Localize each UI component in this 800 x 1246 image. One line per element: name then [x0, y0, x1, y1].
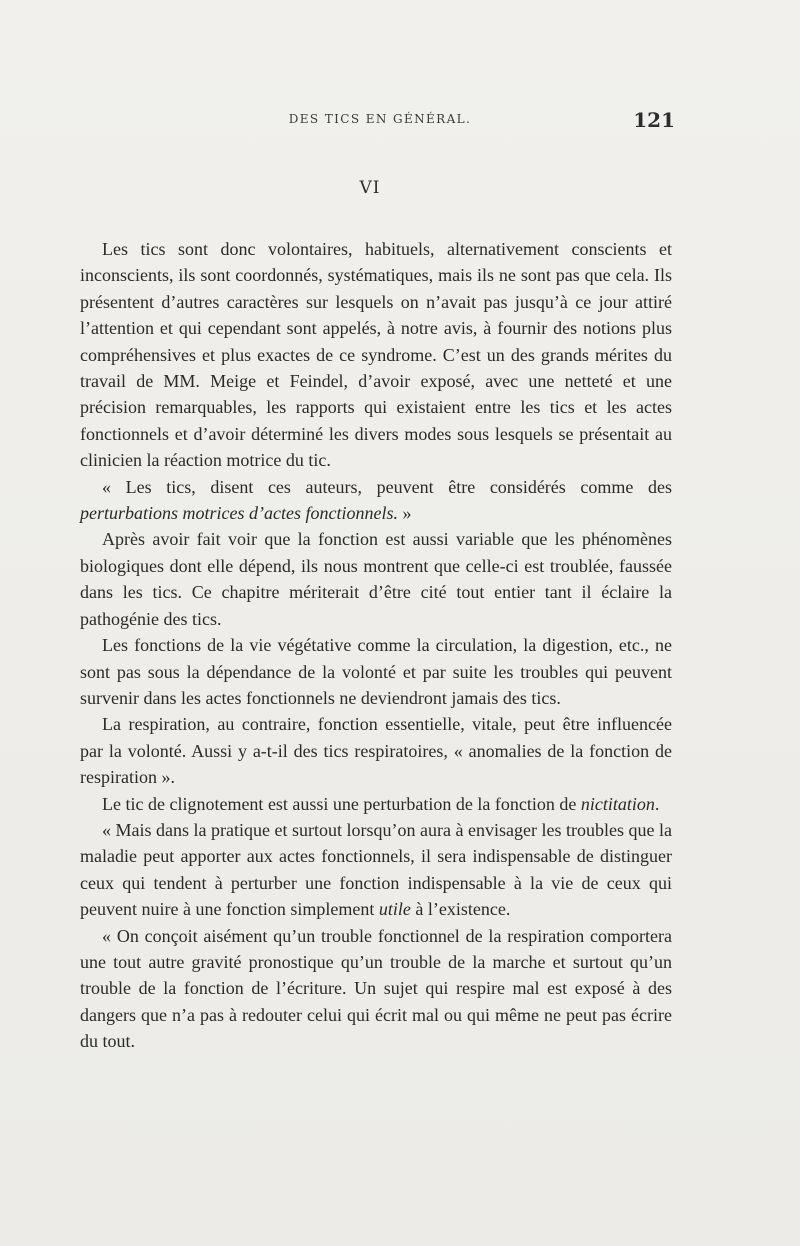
paragraph-6-lead: Le tic de clignotement est aussi une perturbation de la fonction de — [102, 793, 581, 814]
paragraph-1: Les tics sont donc volontaires, habituels, alternativement conscients et inconscients, ils sont coordonnés, systématiques, mais ils ne sont pas que cela. Ils présentent d’autres caractères sur lesquels on n’avait pas jusqu’à ce jour attiré l’attention et qui cependant sont appelés, à notre avis, à fournir des notions plus compréhensives et plus exactes de ce syndrome. C’est un des grands mérites du travail de MM. Meige et Feindel, d’avoir exposé, avec une netteté et une précision remarquables, les rapports qui existaient entre les tics et les actes fonctionnels et d’avoir déterminé les divers modes sous lesquels se présentait au clinicien la réaction motrice du tic. — [80, 239, 672, 471]
page-number: 121 — [633, 108, 675, 132]
running-head — [80, 108, 680, 136]
running-title: DES TICS EN GÉNÉRAL. — [288, 112, 472, 126]
paragraph-2-tail: » — [397, 503, 412, 524]
paragraph-6 — [80, 791, 672, 817]
paragraph-4: Les fonctions de la vie végétative comme la circulation, la digestion, etc., ne sont pas sous la dépendance de la volonté et par suite les troubles qui peuvent survenir dans les actes fonctionnels ne deviendront jamais des tics. — [80, 635, 672, 708]
paragraph-3: Après avoir fait voir que la fonction est aussi variable que les phénomènes biologiques dont elle dépend, ils nous montrent que celle-ci est troublée, faussée dans les tics. Ce chapitre mériterait d’être cité tout entier tant il éclaire la pathogénie des tics. — [80, 529, 672, 629]
body-text — [80, 236, 672, 1055]
paragraph-2 — [80, 474, 672, 527]
paragraph-6-emphasis: nictitation — [580, 793, 655, 814]
paragraph-2-emphasis: perturbations motrices d’actes fonctionnels. — [80, 503, 398, 524]
paragraph-2-lead: « Les tics, disent ces auteurs, peuvent être considérés comme des — [102, 476, 672, 497]
paragraph-6-tail: . — [654, 793, 660, 814]
paragraph-7-lead: « Mais dans la pratique et surtout lorsqu’on aura à envisager les troubles que la maladie peut apporter aux actes fonctionnels, il sera indispensable de distinguer ceux qui tendent à perturber une fonction indispensable à la vie de ceux qui peuvent nuire à une fonction simplement — [80, 819, 672, 920]
section-heading: VI — [359, 178, 381, 198]
paragraph-5: La respiration, au contraire, fonction essentielle, vitale, peut être influencée par la volonté. Aussi y a-t-il des tics respiratoires, « anomalies de la fonction de respiration ». — [80, 714, 672, 788]
paragraph-7 — [80, 817, 672, 923]
paragraph-7-emphasis: utile — [378, 899, 411, 920]
paragraph-8: « On conçoit aisément qu’un trouble fonctionnel de la respiration comportera une tout autre gravité pronostique qu’un trouble de la marche et surtout qu’un trouble de la fonction de l’écriture. Un sujet qui respire mal est exposé à des dangers que n’a pas à redouter celui qui écrit mal ou qui même ne peut pas écrire du tout. — [80, 925, 672, 1052]
paragraph-7-tail: à l’existence. — [410, 899, 511, 920]
